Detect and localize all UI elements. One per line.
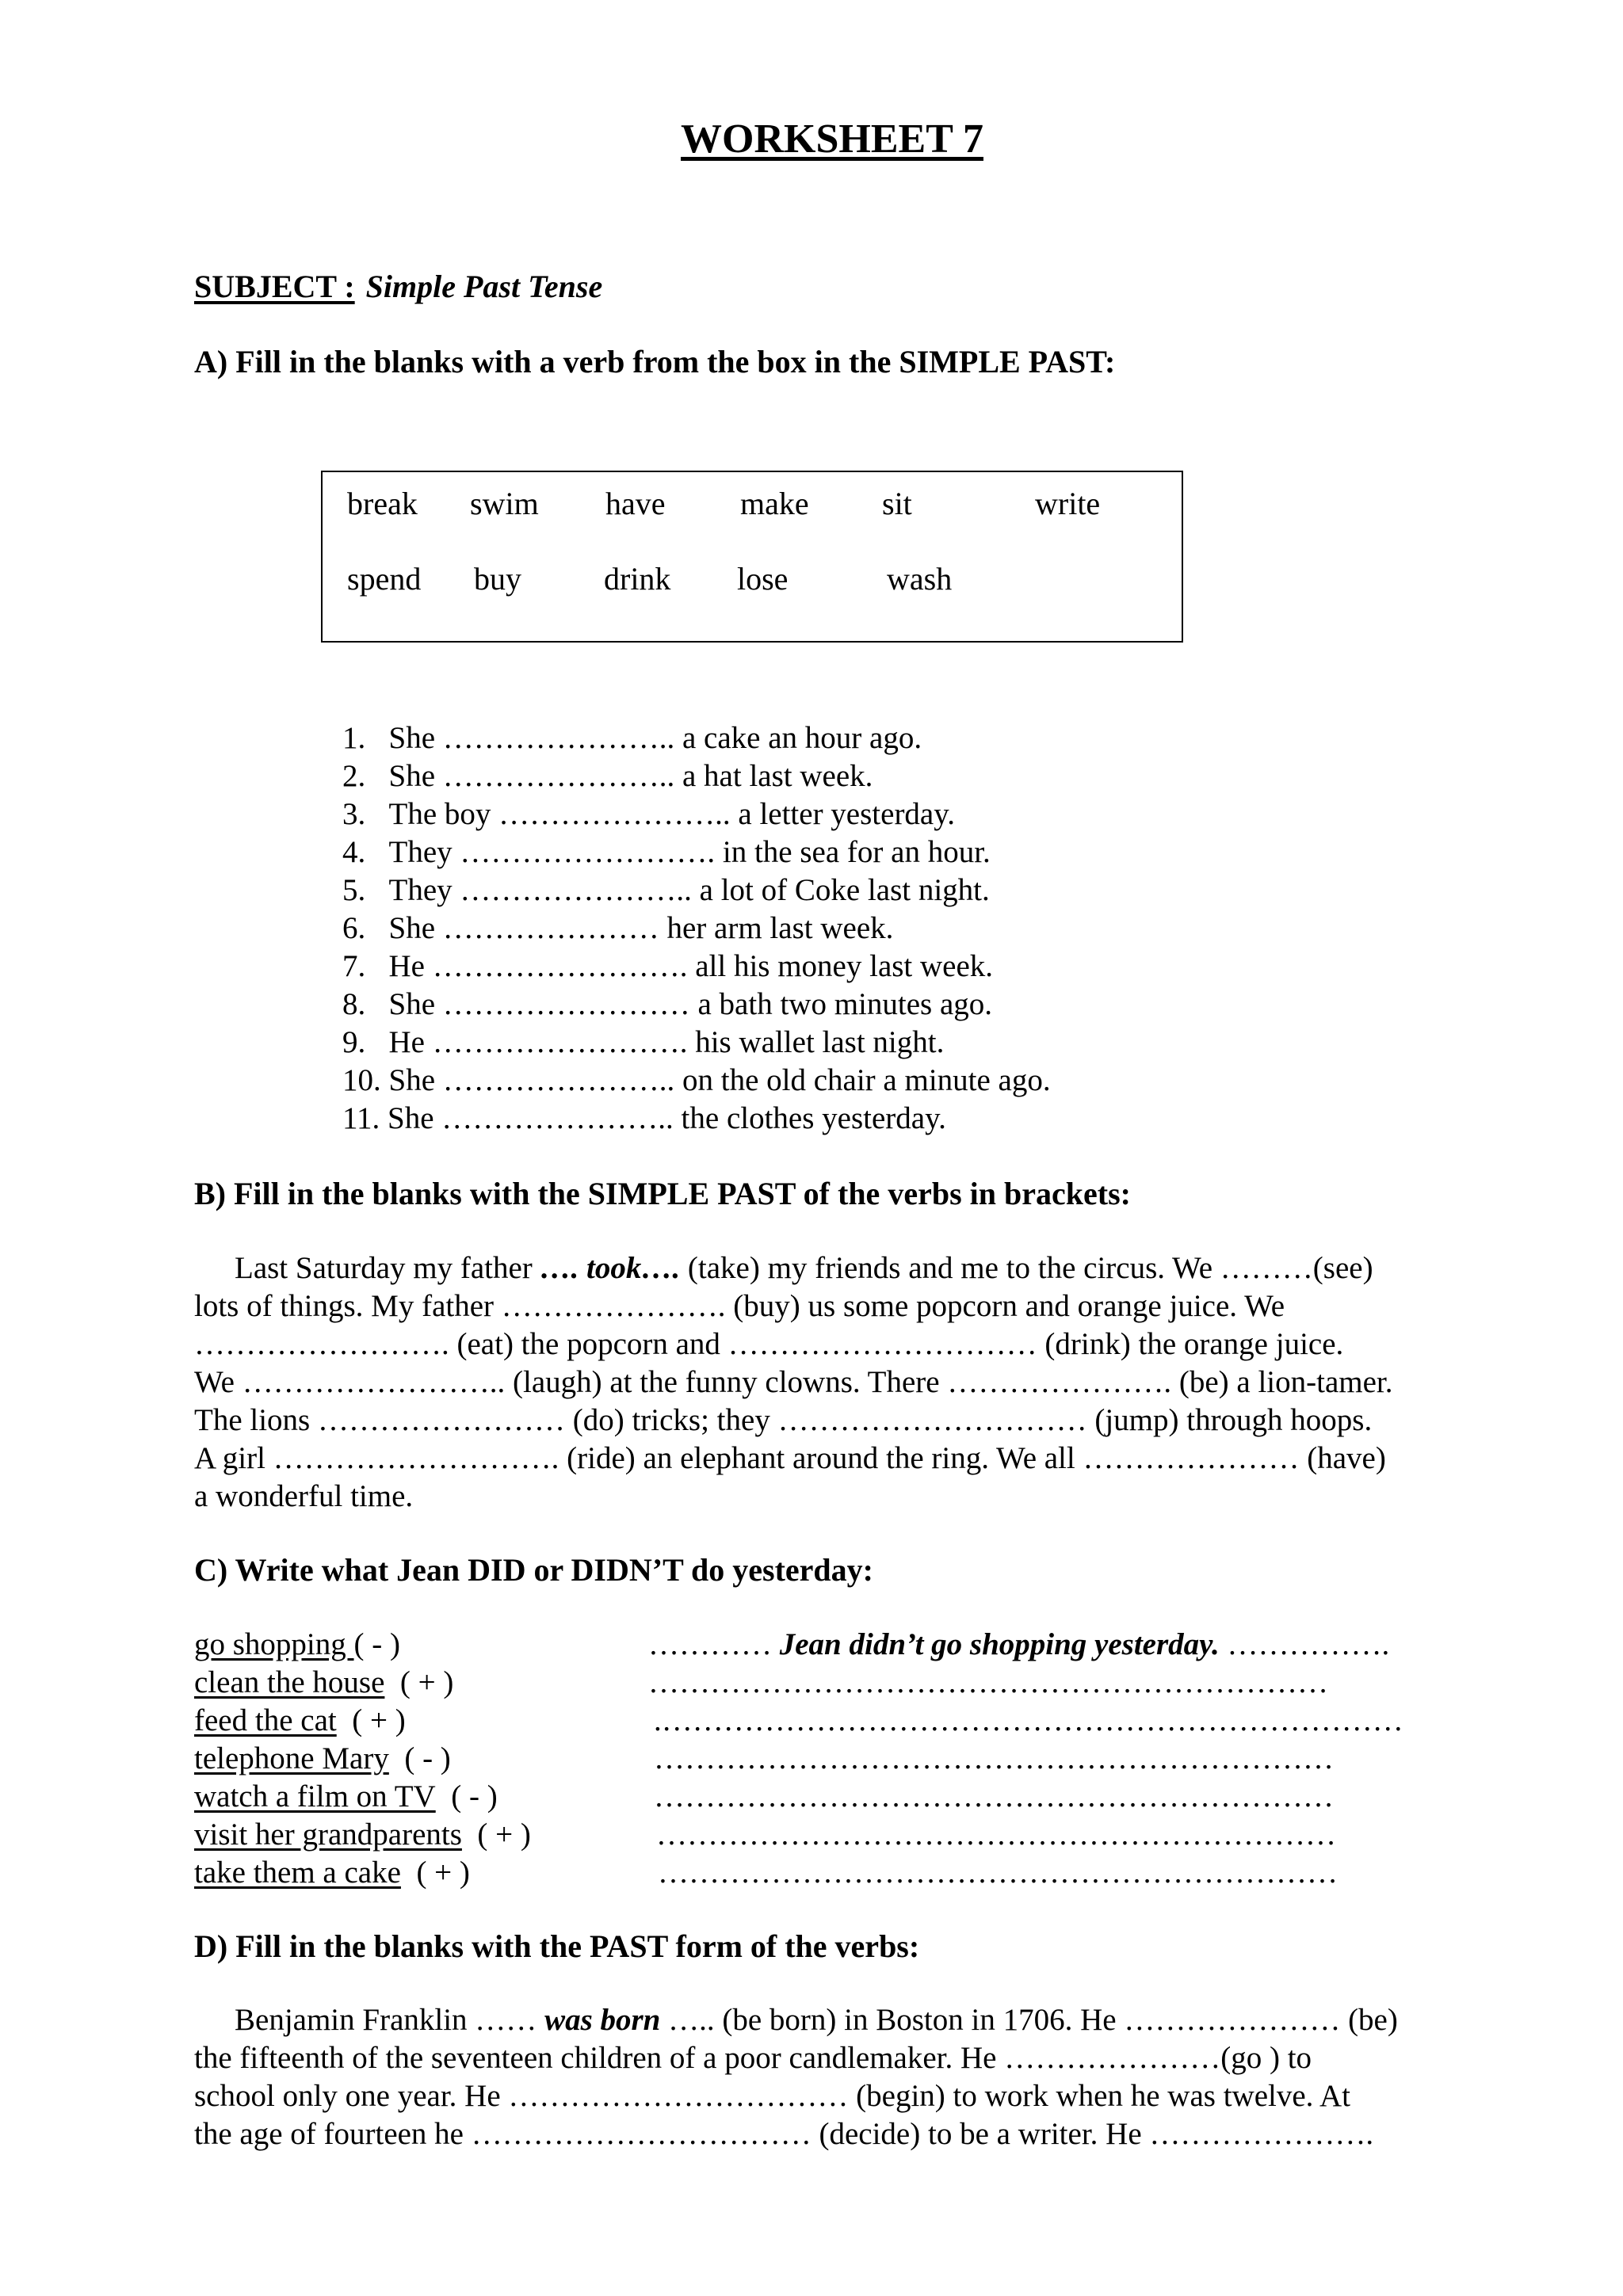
activity-row <box>194 1665 453 1700</box>
paragraph-line: We …………………….. (laugh) at the funny clowns. There …………………. (be) a lion-tamer. <box>194 1365 1393 1399</box>
paragraph-text: (take) my friends and me to the circus. We ………(see) <box>680 1251 1373 1285</box>
answer-dots: ……………. <box>1219 1627 1390 1661</box>
answer-line: ………………………………………………………… <box>654 1741 1334 1775</box>
sign-marker: ( + ) <box>416 1855 470 1890</box>
activity-label: watch a film on TV <box>194 1779 436 1814</box>
exercise-item: 10. She ………………….. on the old chair a minute ago. <box>342 1063 1051 1097</box>
verb-word: spend <box>347 561 422 597</box>
answer-line: ………………………………………………………… <box>654 1779 1334 1814</box>
exercise-item: 3. The boy ………………….. a letter yesterday. <box>342 797 955 831</box>
paragraph-line: the fifteenth of the seventeen children of a poor candlemaker. He …………………(go ) to <box>194 2041 1312 2075</box>
exercise-item: 4. They ……………………. in the sea for an hour. <box>342 835 991 869</box>
subject-line <box>194 268 602 305</box>
verb-word: write <box>1035 486 1101 521</box>
activity-row <box>194 1855 470 1890</box>
section-d-heading: D) Fill in the blanks with the PAST form of the verbs: <box>194 1928 920 1964</box>
sign-marker: ( - ) <box>353 1627 400 1661</box>
section-a-heading: A) Fill in the blanks with a verb from the box in the SIMPLE PAST: <box>194 344 1116 379</box>
answer-line: .……………………………………………………………… <box>654 1703 1403 1737</box>
subject-value: Simple Past Tense <box>365 269 603 304</box>
verb-word: sit <box>882 486 912 521</box>
exercise-item: 7. He ……………………. all his money last week. <box>342 949 994 983</box>
example-answer: was born <box>544 2003 661 2037</box>
example-answer: Jean didn’t go shopping yesterday. <box>779 1627 1220 1661</box>
verb-word: break <box>347 486 418 521</box>
answer-line <box>648 1627 1389 1662</box>
paragraph-line: the age of fourteen he …………………………… (decide) to be a writer. He …………………. <box>194 2117 1374 2151</box>
paragraph-line: The lions …………………… (do) tricks; they ………………………… (jump) through hoops. <box>194 1403 1373 1437</box>
paragraph-text: Benjamin Franklin …… <box>235 2003 545 2037</box>
sign-marker: ( - ) <box>404 1741 451 1775</box>
exercise-item: 9. He ……………………. his wallet last night. <box>342 1025 945 1059</box>
verb-word: wash <box>887 561 953 597</box>
verb-word: drink <box>604 561 671 597</box>
paragraph-line: school only one year. He …………………………… (begin) to work when he was twelve. At <box>194 2079 1350 2113</box>
paragraph-text: ….. (be born) in Boston in 1706. He ………………… (be) <box>660 2003 1398 2037</box>
sign-marker: ( - ) <box>451 1779 498 1814</box>
section-c-heading: C) Write what Jean DID or DIDN’T do yesterday: <box>194 1552 873 1588</box>
answer-line: ………………………………………………………… <box>658 1855 1338 1890</box>
exercise-item: 1. She ………………….. a cake an hour ago. <box>342 721 922 755</box>
verb-word: make <box>740 486 809 521</box>
activity-row <box>194 1703 406 1738</box>
paragraph-line: ……………………. (eat) the popcorn and ………………………… (drink) the orange juice. <box>194 1327 1344 1361</box>
exercise-item: 6. She ………………… her arm last week. <box>342 911 894 945</box>
activity-label: telephone Mary <box>194 1741 389 1775</box>
exercise-item: 2. She ………………….. a hat last week. <box>342 759 873 793</box>
activity-row <box>194 1741 451 1776</box>
answer-dots: ………… <box>648 1627 780 1661</box>
verb-word: have <box>605 486 666 521</box>
exercise-item: 5. They ………………….. a lot of Coke last night. <box>342 873 990 907</box>
activity-row <box>194 1627 400 1662</box>
activity-row <box>194 1817 531 1852</box>
activity-label: visit her grandparents <box>194 1817 462 1852</box>
sign-marker: ( + ) <box>399 1665 454 1699</box>
paragraph-text: Last Saturday my father <box>235 1251 540 1285</box>
sign-marker: ( + ) <box>477 1817 531 1852</box>
section-b-heading: B) Fill in the blanks with the SIMPLE PAST of the verbs in brackets: <box>194 1176 1131 1211</box>
worksheet-title: WORKSHEET 7 <box>681 116 983 162</box>
example-answer: …. took…. <box>540 1251 681 1285</box>
paragraph-line: lots of things. My father …………………. (buy) us some popcorn and orange juice. We <box>194 1289 1285 1323</box>
activity-label: take them a cake <box>194 1855 401 1890</box>
exercise-item: 8. She …………………… a bath two minutes ago. <box>342 987 993 1021</box>
paragraph-line: A girl ………………………. (ride) an elephant around the ring. We all ………………… (have) <box>194 1441 1386 1475</box>
verb-word: lose <box>737 561 789 597</box>
answer-line: ………………………………………………………… <box>656 1817 1336 1852</box>
activity-label: feed the cat <box>194 1703 337 1737</box>
verb-word: buy <box>474 561 521 597</box>
activity-label: go shopping <box>194 1627 354 1661</box>
paragraph-line <box>235 2002 1398 2038</box>
sign-marker: ( + ) <box>352 1703 406 1737</box>
exercise-item: 11. She ………………….. the clothes yesterday. <box>342 1101 946 1135</box>
answer-line: ………………………………………………………… <box>648 1665 1328 1699</box>
activity-row <box>194 1779 498 1814</box>
subject-label: SUBJECT : <box>194 269 355 304</box>
verb-box <box>321 471 1183 643</box>
verb-word: swim <box>470 486 539 521</box>
activity-label: clean the house <box>194 1665 385 1699</box>
paragraph-line <box>235 1250 1373 1286</box>
paragraph-line: a wonderful time. <box>194 1479 414 1513</box>
